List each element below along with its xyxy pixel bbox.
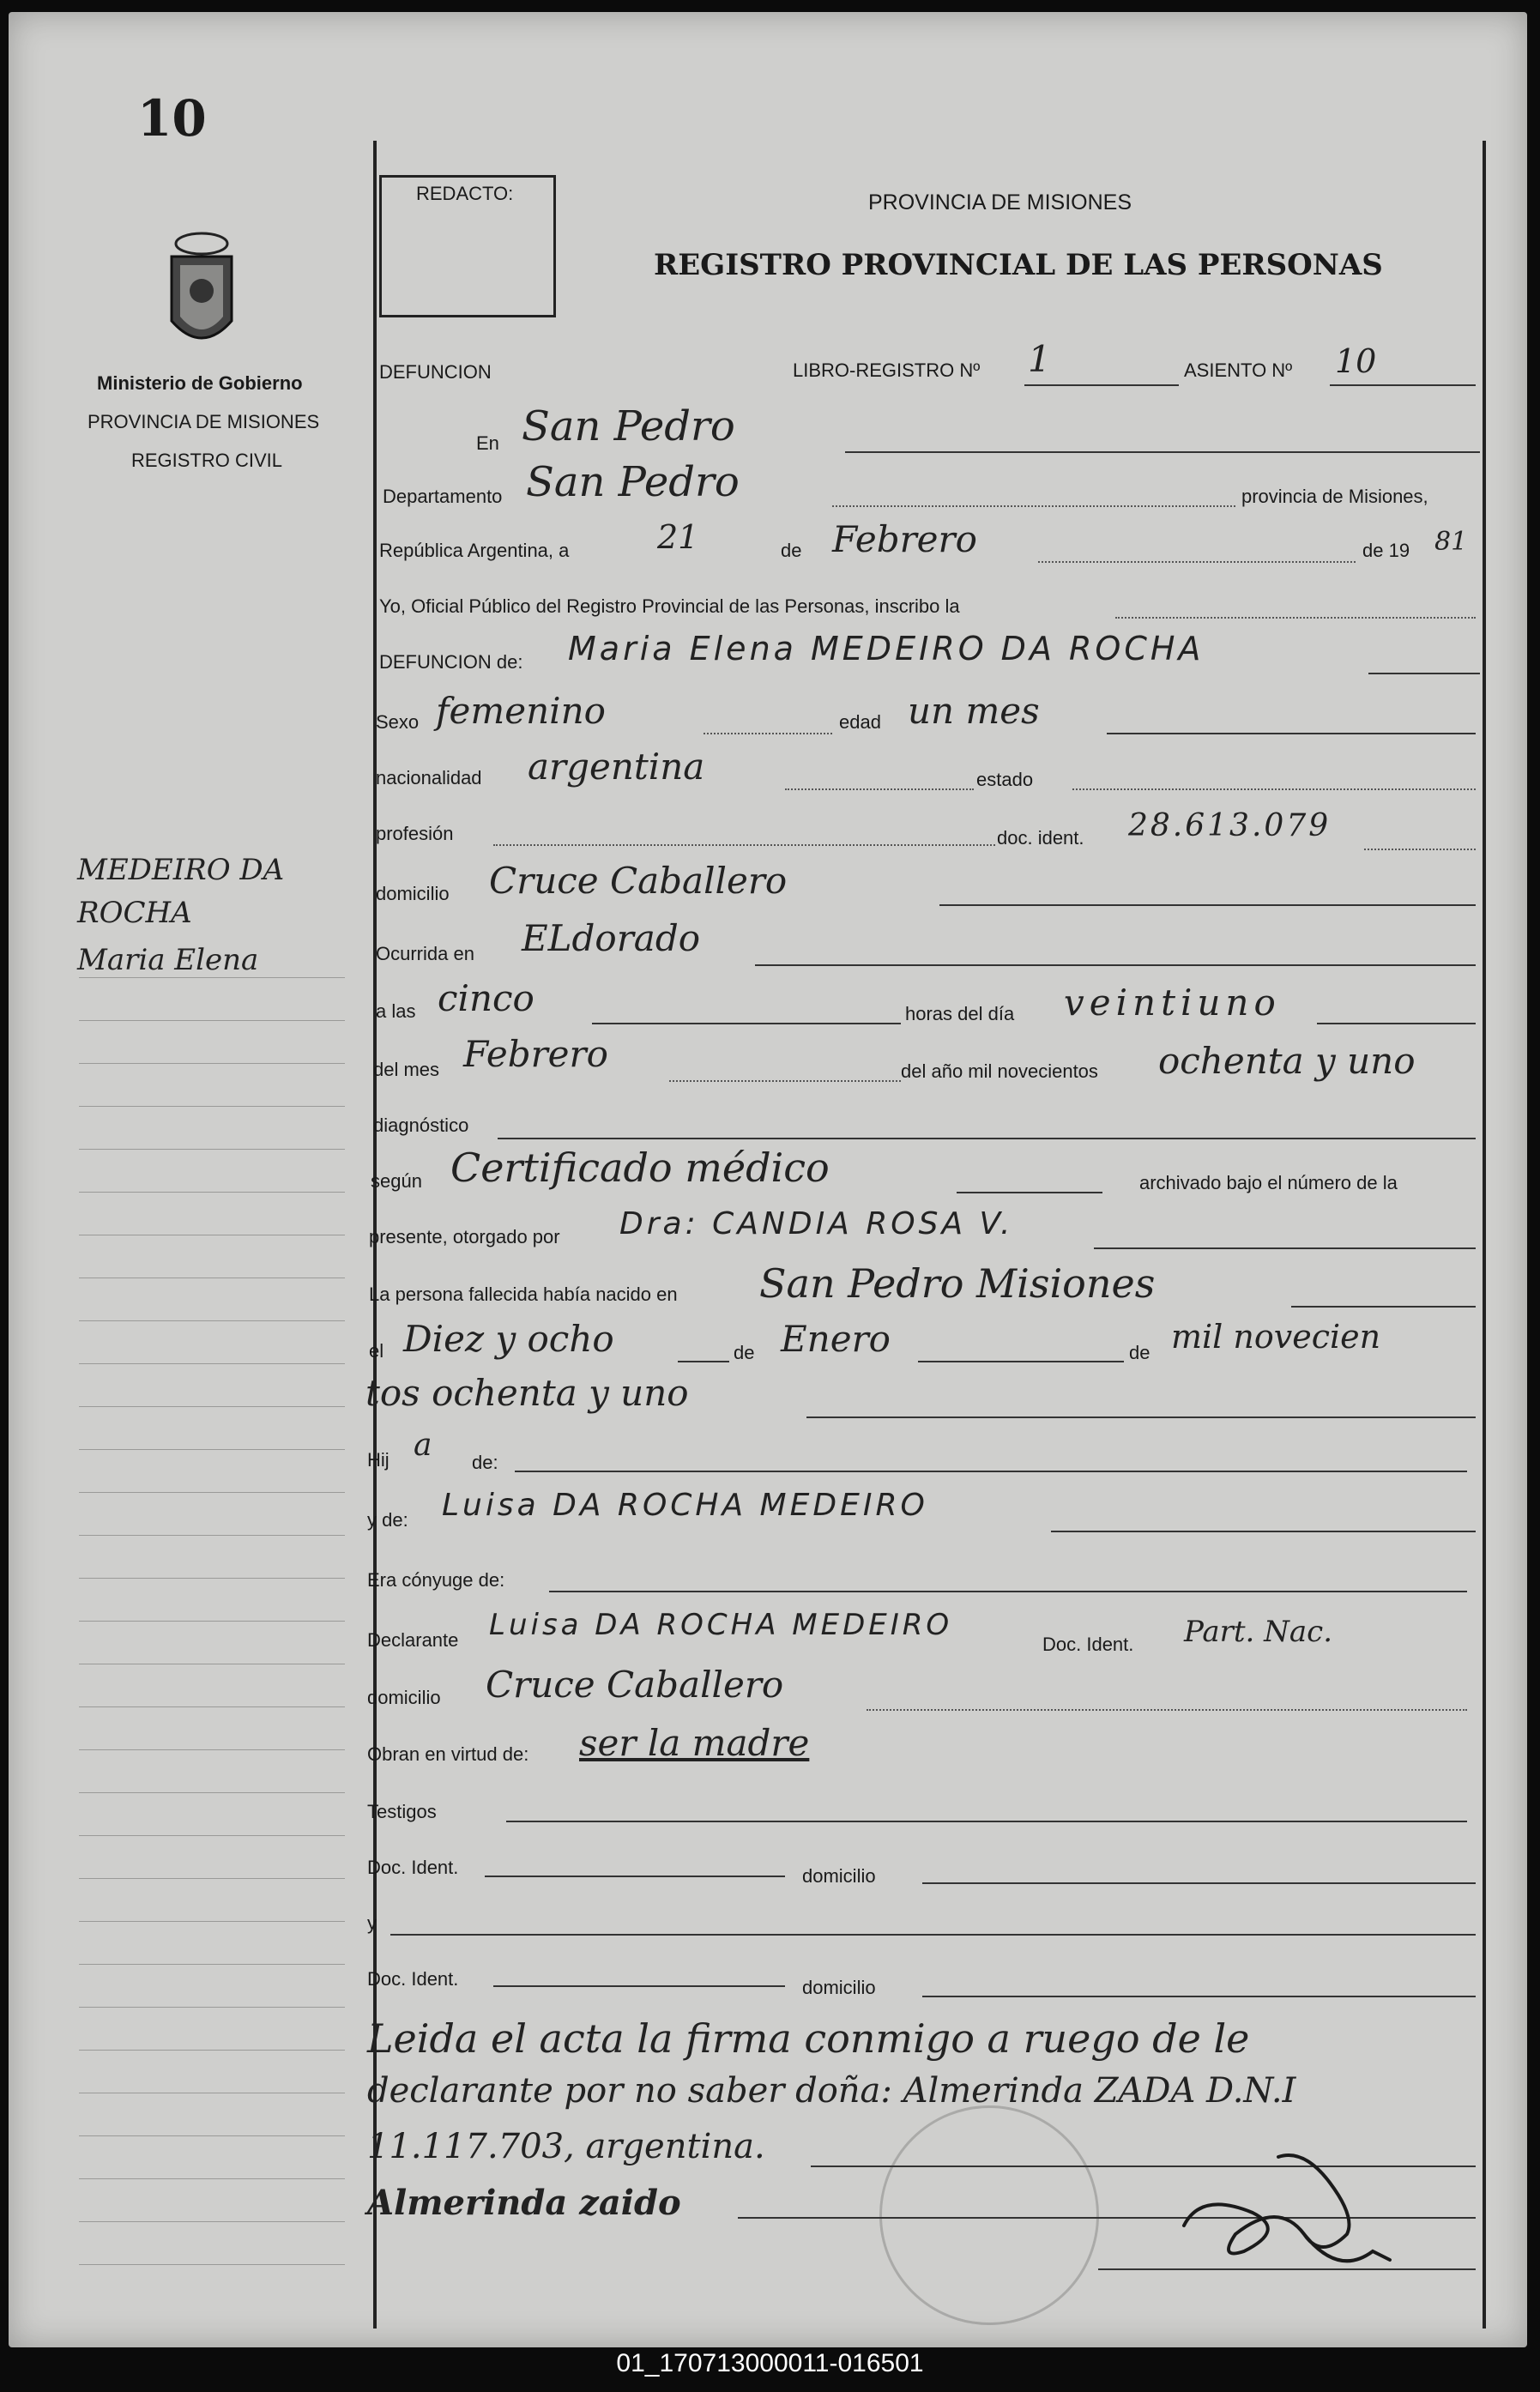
ledger-line [79, 977, 345, 978]
field-line [1115, 617, 1476, 619]
conyuge-label: Era cónyuge de: [367, 1569, 505, 1591]
field-line [1107, 733, 1476, 734]
ledger-line [79, 1749, 345, 1750]
defuncion-de-label: DEFUNCION de: [379, 651, 523, 673]
field-line [678, 1361, 729, 1362]
coat-of-arms-icon [163, 227, 240, 355]
republica-label: República Argentina, a [379, 540, 570, 561]
field-line [832, 505, 1235, 507]
edad-label: edad [839, 711, 881, 733]
right-rule [1483, 141, 1486, 2329]
ledger-line [79, 2178, 345, 2179]
ledger-line [79, 1578, 345, 1579]
ledger-line [79, 1320, 345, 1321]
testigos-label: Testigos [367, 1801, 437, 1822]
field-line [922, 1996, 1476, 1997]
field-line [1051, 1531, 1476, 1532]
testigo-y-label: y [367, 1912, 377, 1934]
deceased-name-value: Maria Elena MEDEIRO DA ROCHA [568, 630, 1205, 667]
testigo2-domicilio-label: domicilio [802, 1977, 876, 1998]
ledger-line [79, 2264, 345, 2265]
ledger-line [79, 1063, 345, 1064]
declarante-doc-label: Doc. Ident. [1042, 1634, 1134, 1655]
asiento-value: 10 [1335, 342, 1377, 380]
edad-value: un mes [908, 690, 1040, 732]
ledger-line [79, 1835, 345, 1836]
ledger-line [79, 1964, 345, 1965]
ledger-line [79, 2221, 345, 2222]
nacido-en-value: San Pedro Misiones [759, 1260, 1156, 1307]
ocurrida-value: ELdorado [522, 917, 701, 959]
year-value: 81 [1434, 527, 1468, 557]
field-line [704, 733, 832, 734]
field-line [1317, 1023, 1476, 1024]
segun-label: según [371, 1170, 422, 1192]
a-las-value: cinco [438, 977, 534, 1019]
sexo-value: femenino [436, 690, 606, 732]
field-line [806, 1416, 1476, 1418]
y-de-value: Luisa DA ROCHA MEDEIRO [442, 1488, 928, 1523]
margin-note-line3: Maria Elena [77, 943, 259, 977]
de-19-label: de 19 [1362, 540, 1410, 561]
ledger-line [79, 1878, 345, 1879]
declarante-label: Declarante [367, 1629, 459, 1651]
day-value: 21 [657, 518, 699, 556]
ledger-line [79, 1792, 345, 1793]
registro-civil-label: REGISTRO CIVIL [131, 450, 283, 471]
horas-dia-label: horas del día [905, 1003, 1015, 1024]
defuncion-label: DEFUNCION [379, 361, 492, 383]
el-dia-value: Diez y ocho [403, 1318, 614, 1360]
field-line [493, 1985, 785, 1987]
ledger-line [79, 1192, 345, 1193]
hij-de-label: de: [472, 1452, 498, 1473]
ledger-line [79, 2050, 345, 2051]
closing-line-1: Leida el acta la firma conmigo a ruego de le [367, 2015, 1250, 2062]
header-province: PROVINCIA DE MISIONES [868, 190, 1132, 214]
otorgado-por-value: Dra: CANDIA ROSA V. [619, 1206, 1014, 1241]
domicilio-label: domicilio [376, 883, 450, 904]
el-mes-value: Enero [781, 1318, 891, 1360]
field-line [867, 1709, 1467, 1711]
a-las-label: a las [376, 1000, 416, 1022]
ministry-label: Ministerio de Gobierno [97, 372, 303, 394]
field-line [1024, 384, 1179, 386]
y-de-label: y de: [367, 1509, 408, 1531]
redacto-label: REDACTO: [416, 183, 514, 204]
ledger-line [79, 1106, 345, 1107]
doc-ident-value: 28.613.079 [1128, 808, 1332, 843]
field-line [755, 964, 1476, 966]
field-line [485, 1876, 785, 1877]
departamento-label: Departamento [383, 486, 503, 507]
testigo1-domicilio-label: domicilio [802, 1865, 876, 1887]
field-line [493, 844, 995, 846]
profesion-label: profesión [376, 823, 454, 844]
field-line [1291, 1306, 1476, 1308]
page-number: 10 [137, 89, 207, 148]
domicilio-value: Cruce Caballero [489, 860, 788, 902]
field-line [1368, 673, 1480, 674]
doc-ident-label: doc. ident. [997, 827, 1084, 849]
ledger-line [79, 1621, 345, 1622]
hij-letter-value: a [414, 1428, 432, 1463]
nacionalidad-value: argentina [528, 746, 705, 788]
dia-texto-value: veintiuno [1064, 982, 1281, 1024]
field-line [1094, 1247, 1476, 1249]
estado-label: estado [976, 769, 1034, 790]
field-line [785, 788, 974, 790]
ledger-line [79, 2135, 345, 2136]
field-line [845, 451, 1480, 453]
libro-value: 1 [1028, 338, 1051, 380]
ledger-line [79, 1149, 345, 1150]
declarante-domicilio-value: Cruce Caballero [486, 1664, 784, 1706]
testigo2-doc-label: Doc. Ident. [367, 1968, 459, 1990]
de-right-label: de [1129, 1342, 1150, 1363]
field-line [939, 904, 1476, 906]
field-line [1038, 561, 1356, 563]
field-line [549, 1591, 1467, 1592]
margin-note-line2: ROCHA [77, 896, 192, 930]
de-mid-label: de [734, 1342, 755, 1363]
oficial-label: Yo, Oficial Público del Registro Provincial de las Personas, inscribo la [379, 595, 960, 617]
declarante-domicilio-label: domicilio [367, 1687, 441, 1708]
closing-line-2: declarante por no saber doña: Almerinda ZADA D.N.I [367, 2071, 1296, 2111]
redacto-box [379, 175, 556, 317]
ledger-line [79, 1449, 345, 1450]
el-label: el [369, 1340, 384, 1362]
field-line [498, 1138, 1476, 1139]
presente-label: presente, otorgado por [369, 1226, 560, 1247]
field-line [918, 1361, 1124, 1362]
official-stamp [879, 2105, 1099, 2325]
declarante-doc-value: Part. Nac. [1184, 1615, 1333, 1649]
del-ano-value: ochenta y uno [1158, 1040, 1416, 1082]
ledger-line [79, 1706, 345, 1707]
asiento-label: ASIENTO Nº [1184, 359, 1293, 381]
record-page [9, 12, 1527, 2347]
del-mes-label: del mes [373, 1059, 440, 1080]
libro-label: LIBRO-REGISTRO Nº [793, 359, 981, 381]
field-line [515, 1471, 1467, 1472]
el-anio-2-value: tos ochenta y uno [365, 1372, 689, 1414]
field-line [592, 1023, 901, 1024]
field-line [1072, 788, 1476, 790]
ledger-line [79, 1921, 345, 1922]
ledger-line [79, 1535, 345, 1536]
field-line [390, 1934, 1476, 1936]
ledger-line [79, 2007, 345, 2008]
obran-label: Obran en virtud de: [367, 1743, 529, 1765]
del-mes-value: Febrero [463, 1033, 608, 1075]
en-value: San Pedro [522, 402, 735, 450]
persona-nacido-label: La persona fallecida había nacido en [369, 1284, 678, 1305]
en-label: En [476, 432, 499, 454]
departamento-value: San Pedro [526, 458, 740, 506]
field-line [922, 1882, 1476, 1884]
field-line [1364, 849, 1476, 850]
closing-line-3: 11.117.703, argentina. [367, 2127, 765, 2166]
province-label: PROVINCIA DE MISIONES [88, 411, 320, 432]
de-label: de [781, 540, 802, 561]
testigo1-doc-label: Doc. Ident. [367, 1857, 459, 1878]
obran-value: ser la madre [579, 1722, 810, 1764]
month-value: Febrero [832, 518, 977, 560]
hij-label: Hij [367, 1449, 390, 1471]
ocurrida-label: Ocurrida en [376, 943, 474, 964]
diagnostico-label: diagnóstico [373, 1114, 469, 1136]
field-line [669, 1080, 901, 1082]
ledger-line [79, 1363, 345, 1364]
header-title: REGISTRO PROVINCIAL DE LAS PERSONAS [654, 248, 1383, 282]
declarante-value: Luisa DA ROCHA MEDEIRO [489, 1608, 953, 1642]
margin-note-line1: MEDEIRO DA [77, 853, 285, 887]
del-ano-label: del año mil novecientos [901, 1060, 1098, 1082]
field-line [506, 1821, 1467, 1822]
archivado-label: archivado bajo el número de la [1139, 1172, 1398, 1193]
nacionalidad-label: nacionalidad [376, 767, 482, 788]
segun-value: Certificado médico [450, 1145, 830, 1191]
signature-declarante: Almerinda zaido [367, 2183, 681, 2223]
el-anio-1-value: mil novecien [1171, 1318, 1381, 1356]
provincia-misiones-label: provincia de Misiones, [1241, 486, 1428, 507]
officer-signature [1150, 2131, 1407, 2303]
ledger-line [79, 1492, 345, 1493]
field-line [1330, 384, 1476, 386]
ledger-line [79, 1020, 345, 1021]
sexo-label: Sexo [376, 711, 420, 733]
field-line [957, 1192, 1102, 1193]
image-id-footer: 01_170713000011-016501 [616, 2349, 924, 2377]
ledger-line [79, 1406, 345, 1407]
